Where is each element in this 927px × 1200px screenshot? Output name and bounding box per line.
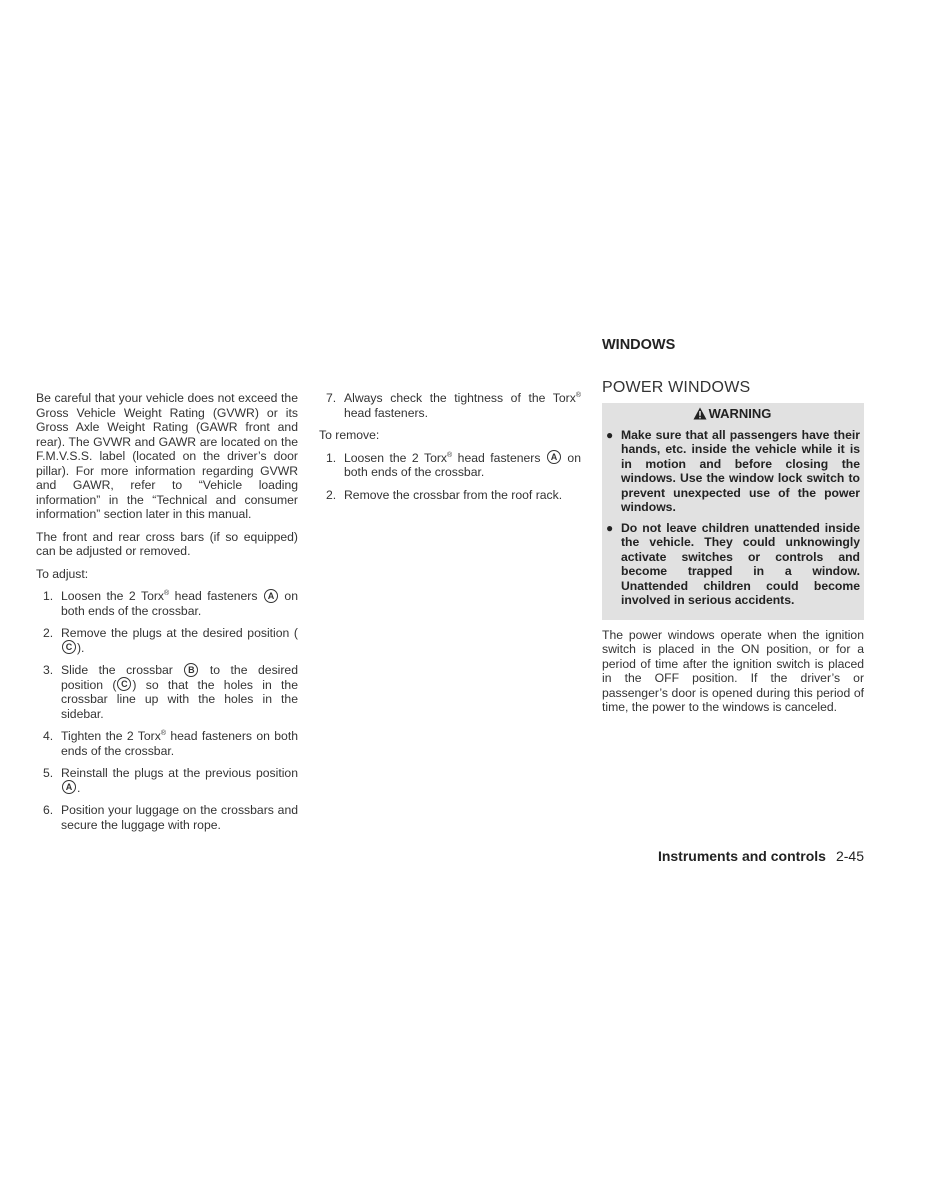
adjust-step-6: 6. Position your luggage on the crossbars and secure the luggage with rope. <box>43 803 298 832</box>
bullet-icon: ● <box>606 520 614 535</box>
column-left <box>36 391 298 840</box>
adjust-intro: To adjust: <box>36 566 89 581</box>
warning-title: WARNING <box>708 406 772 421</box>
adjust-step-1: 1. Loosen the 2 Torx® head fasteners A on both ends of the crossbar. <box>43 589 298 618</box>
page-number: 2-45 <box>835 848 864 864</box>
column-right <box>602 338 864 723</box>
callout-c-icon: C <box>117 677 131 691</box>
adjust-step-3: 3. Slide the crossbar B to the desired position ( C ) so that the holes in the crossbar line up with the holes in the sidebar. <box>43 663 298 721</box>
callout-c-icon: C <box>62 640 76 654</box>
remove-steps <box>319 451 581 503</box>
callout-a-icon: A <box>62 780 76 794</box>
callout-a-icon: A <box>264 589 278 603</box>
warning-item: ● Do not leave children unattended inside the vehicle. They could unknowingly activate switches or controls and become trapped in a window. Unattended children could become involved in serious accidents. <box>606 520 860 607</box>
callout-b-icon: B <box>184 663 198 677</box>
callout-a-icon: A <box>547 450 561 464</box>
warning-item: ● Make sure that all passengers have their hands, etc. inside the vehicle while it is in motion and before closing the windows. Use the window lock switch to prevent unexpected use of the power windows. <box>606 427 860 514</box>
adjust-steps <box>36 589 298 832</box>
remove-intro: To remove: <box>319 428 380 442</box>
adjust-step-4: 4. Tighten the 2 Torx® head fasteners on both ends of the crossbar. <box>43 729 298 758</box>
warning-triangle-icon <box>693 407 707 420</box>
bullet-icon: ● <box>606 427 614 442</box>
gvwr-paragraph: Be careful that your vehicle does not exceed the Gross Vehicle Weight Rating (GVWR) or its Gross Axle Weight Rating (GAWR front and rear). The GVWR and GAWR are located on the F.M.V.S.S. label (located on the driver’s door pillar). For more information regarding GVWR and GAWR, refer to “Vehicle loading information” in the “Technical and consumer information” section later in this manual. <box>36 391 298 521</box>
power-windows-paragraph: The power windows operate when the ignition switch is placed in the ON position, or for a period of time after the ignition switch is placed in the OFF position. If the driver’s or passenger’s door is opened during this period of time, the power to the windows is canceled. <box>602 627 864 714</box>
adjust-step-7: 7. Always check the tightness of the Torx® head fasteners. <box>326 391 581 420</box>
adjust-step-5: 5. Reinstall the plugs at the previous position A . <box>43 766 298 795</box>
remove-step-2: 2. Remove the crossbar from the roof rack. <box>326 487 563 502</box>
adjust-steps-continued <box>319 391 581 420</box>
footer-section-name: Instruments and controls <box>657 848 826 864</box>
subsection-title: POWER WINDOWS <box>602 378 751 396</box>
section-title: WINDOWS <box>602 337 676 353</box>
adjust-step-2: 2. Remove the plugs at the desired position (C ). <box>43 626 298 655</box>
crossbar-paragraph: The front and rear cross bars (if so equipped) can be adjusted or removed. <box>36 529 298 558</box>
warning-list <box>604 428 860 608</box>
column-middle <box>319 391 581 510</box>
warning-header <box>604 407 860 422</box>
remove-step-1: 1. Loosen the 2 Torx® head fasteners A on both ends of the crossbar. <box>326 450 581 479</box>
warning-box <box>602 403 864 620</box>
page-footer <box>658 848 864 864</box>
